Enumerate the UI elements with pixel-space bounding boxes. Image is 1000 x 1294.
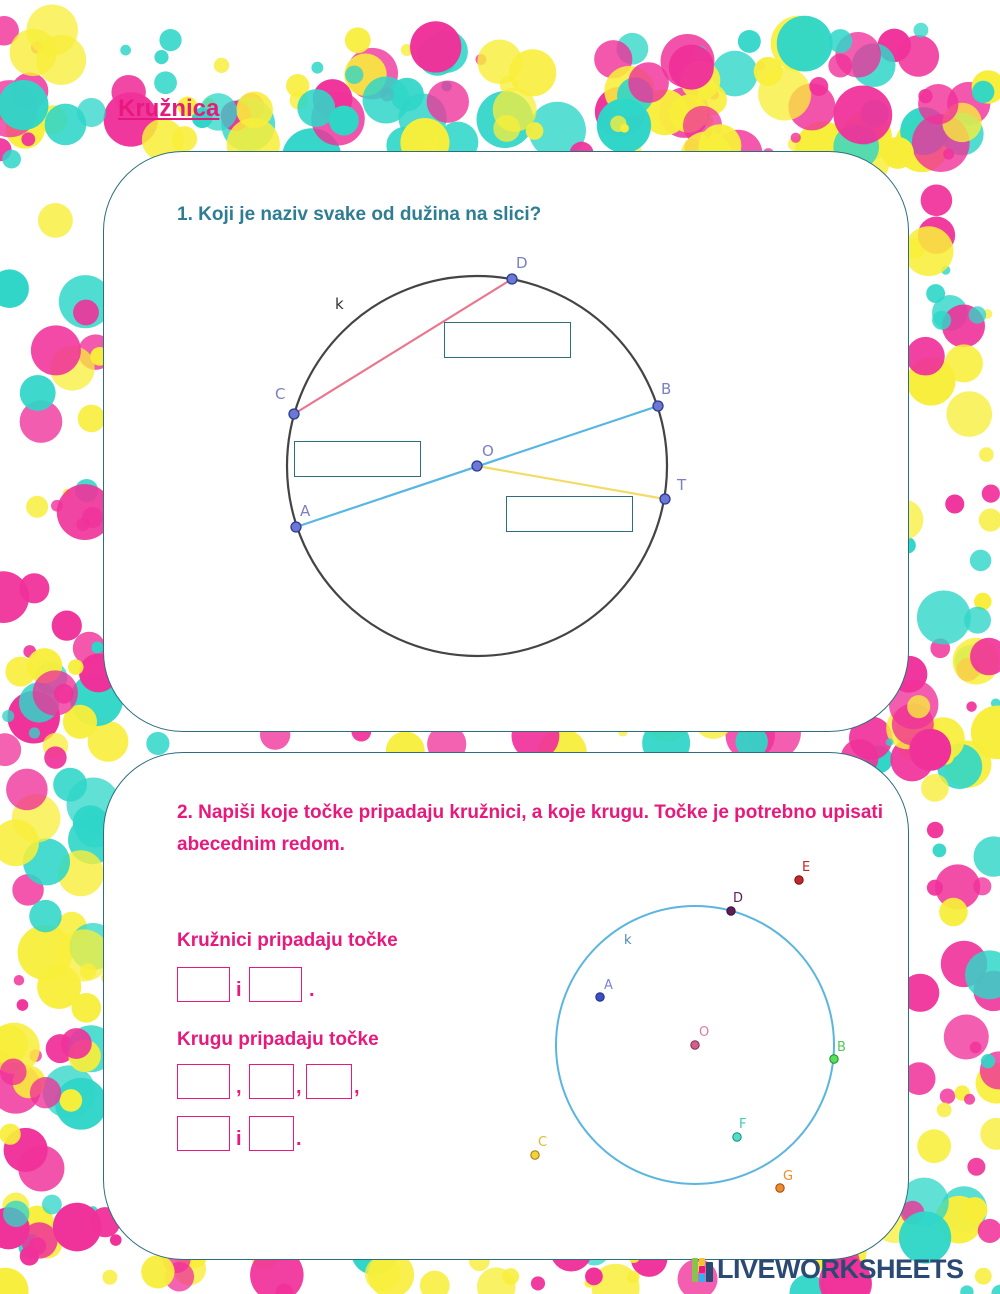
point-t [660,494,670,504]
confetti-dot [73,300,99,326]
confetti-dot [610,116,626,132]
sep-comma-1: , [236,1076,242,1098]
confetti-dot [6,769,48,811]
label-a2: A [604,978,613,993]
confetti-dot [921,184,953,216]
confetti-dot [10,29,57,76]
confetti-dot [29,900,61,932]
task1-question: 1. Koji je naziv svake od dužina na slici? [177,204,542,225]
confetti-dot [31,325,81,375]
confetti-dot [2,150,21,169]
confetti-dot [940,1088,955,1103]
confetti-dot [939,898,968,927]
confetti-dot [30,1077,61,1108]
confetti-dot [979,509,1000,532]
confetti-dot [982,484,1000,502]
confetti-dot [964,1094,975,1105]
sep-i-1: i [236,979,242,1001]
answer-ot-input[interactable] [506,496,633,532]
confetti-dot [973,877,991,895]
page-title: Kružnica [118,95,220,122]
task2-card [103,752,909,1260]
confetti-dot [991,1285,1000,1294]
confetti-dot [14,975,25,986]
confetti-dot [909,729,951,771]
confetti-dot [921,774,949,802]
confetti-dot [791,133,801,143]
label-o: O [482,442,494,460]
confetti-dot [970,550,992,572]
confetti-dot [777,16,833,72]
confetti-dot [80,963,96,979]
confetti-dot [809,77,828,96]
label-t: T [677,476,687,494]
confetti-dot [973,836,1000,876]
confetti-dot [975,1268,992,1285]
confetti-dot [53,768,87,802]
point-f2 [733,1133,741,1141]
confetti-dot [668,104,684,120]
label-b: B [661,380,672,398]
confetti-dot [77,98,106,127]
label-o2: O [699,1025,710,1040]
confetti-dot [906,337,945,376]
confetti-dot [917,1129,951,1163]
confetti-dot [52,611,82,641]
task1-card [103,151,909,732]
confetti-dot [0,1059,27,1086]
label-g2: G [783,1169,794,1184]
task1-figure [104,152,910,733]
point-e2 [795,876,803,884]
sep-comma-3: , [354,1076,360,1098]
confetti-dot [329,106,359,136]
confetti-dot [78,405,106,433]
confetti-dot [738,30,761,53]
point-d2 [727,907,735,915]
krug-label: Krugu pripadaju točke [177,1029,379,1050]
confetti-dot [927,822,944,839]
sep-period-1: . [309,979,315,1001]
liveworksheets-icon [692,1258,714,1282]
task2-figure [104,753,910,1261]
label-f2: F [739,1117,747,1132]
confetti-dot [61,1028,92,1059]
confetti-dot [410,21,461,72]
sep-period-2: . [296,1128,302,1150]
label-k: k [335,295,344,313]
point-o2 [691,1041,699,1049]
confetti-dot [60,1089,83,1112]
confetti-dot [172,126,197,151]
confetti-dot [54,684,74,704]
confetti-dot [932,311,951,330]
confetti-dot [363,76,410,123]
label-e2: E [802,860,811,875]
confetti-dot [981,1054,995,1068]
confetti-dot [933,844,947,858]
confetti-dot [0,269,29,308]
confetti-dot [236,91,273,128]
confetti-dot [477,40,522,85]
task2-question: 2. Napiši koje točke pripadaju kružnici, a koje krugu. Točke je potrebno upisati abecednim redom. [177,802,883,855]
confetti-dot [345,27,371,53]
confetti-dot [42,1195,62,1215]
sep-i-2: i [236,1128,242,1150]
answer-ab-input[interactable] [294,441,421,477]
confetti-dot [26,496,48,518]
confetti-dot [102,1270,117,1285]
confetti-dot [979,447,994,462]
confetti-dot [17,999,29,1011]
point-c [289,409,299,419]
confetti-dot [969,306,987,324]
confetti-dot [91,641,103,653]
confetti-dot [907,695,930,718]
liveworksheets-logo[interactable] [692,1254,964,1285]
confetti-dot [937,1102,952,1117]
confetti-dot [972,81,994,103]
point-a2 [596,993,604,1001]
confetti-dot [585,1267,603,1285]
confetti-dot [0,80,48,130]
confetti-dot [913,23,928,38]
confetti-dot [758,67,811,120]
confetti-dot [311,62,323,74]
confetti-dot [0,1268,29,1294]
confetti-dot [904,226,954,276]
confetti-dot [44,746,66,768]
sep-comma-2: , [296,1076,302,1098]
confetti-dot [71,993,101,1023]
label-d: D [516,254,528,272]
label-c: C [275,385,286,403]
kruznica-label: Kružnici pripadaju točke [177,930,398,951]
confetti-dot [828,54,852,78]
confetti-dot [531,1276,545,1290]
confetti-dot [154,71,177,94]
point-g2 [776,1184,784,1192]
confetti-dot [946,391,992,437]
confetti-dot [21,132,35,146]
point-o [472,461,482,471]
point-c2 [531,1151,539,1159]
confetti-dot [898,35,940,77]
label-d2: D [733,891,744,906]
confetti-dot [980,1118,1000,1150]
confetti-dot [18,1145,64,1191]
confetti-dot [159,29,181,51]
confetti-dot [962,1197,987,1222]
confetti-dot [120,45,131,56]
confetti-dot [628,62,669,103]
confetti-dot [886,738,894,746]
confetti-dot [28,1237,46,1255]
confetti-dot [945,344,983,382]
confetti-dot [29,727,40,738]
confetti-dot [68,659,84,675]
label-k2: k [624,933,632,948]
confetti-dot [945,494,964,513]
confetti-dot [420,1271,450,1294]
confetti-dot [345,66,363,84]
confetti-dot [3,1201,29,1227]
label-a: A [300,502,311,520]
confetti-dot [964,607,991,634]
confetti-dot [427,81,469,123]
confetti-dot [917,591,971,645]
confetti-dot [154,50,168,64]
confetti-dot [828,29,852,53]
point-a [291,522,301,532]
confetti-dot [833,85,892,144]
confetti-dot [20,375,56,411]
confetti-dot [918,84,958,124]
confetti-dot [0,1124,21,1145]
confetti-dot [214,58,229,73]
point-b2 [830,1055,838,1063]
confetti-dot [2,710,14,722]
confetti-dot [146,732,169,755]
confetti-dot [960,1285,973,1294]
point-d [507,274,517,284]
confetti-dot [627,1271,640,1284]
logo-text: LIVEWORKSHEETS [717,1254,964,1284]
confetti-dot [38,203,73,238]
confetti-dot [493,88,537,132]
confetti-dot [967,1158,985,1176]
point-b [653,401,663,411]
label-b2: B [837,1040,846,1055]
confetti-dot [669,45,714,90]
label-c2: C [538,1135,548,1150]
answer-cd-input[interactable] [444,322,571,358]
confetti-dot [944,1015,989,1060]
radius-ot [477,466,665,499]
confetti-dot [970,1042,982,1054]
confetti-dot [966,701,976,711]
